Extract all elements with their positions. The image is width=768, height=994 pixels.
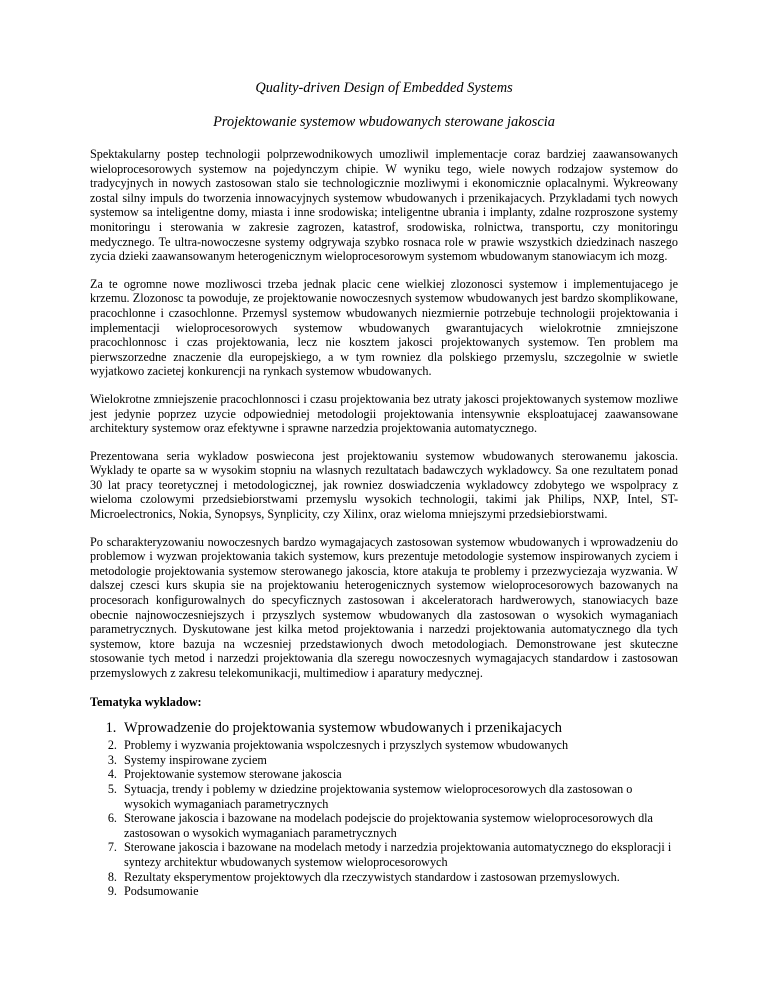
paragraph-2: Za te ogromne nowe mozliwosci trzeba jednak placic cene wielkiej zlozonosci systemow i implementujacego je krzemu. Zlozonosc ta powoduje, ze projektowanie nowoczesnych systemow wbudowanych jest bardzo skomplikowane, pracochlonne i czasochlonne. Przemysl systemow wbudowanych niezmiernie potrzebuje technologii projektowania i implementacji wieloprocesorowych systemow wbudowanych gwarantujacych wielokrotnie zmniejszone pracochlonnosc i czas projektowania, lecz nie kosztem jakosci projektowanych systemow. Ten problem ma pierwszorzedne znaczenie dla europejskiego, a w tym rowniez dla polskiego przemyslu, szczegolnie w swietle wyjatkowo zacietej konkurencji na rynkach systemow wbudowanych. <box>90 276 678 379</box>
document-subtitle: Projektowanie systemow wbudowanych sterowane jakoscia <box>213 114 555 130</box>
paragraph-4: Prezentowana seria wykladow poswiecona jest projektowaniu systemow wbudowanych sterowanemu jakoscia. Wyklady te oparte sa w wysokim stopniu na wlasnych rezultatach badawczych wykladowcy. Sa one rezultatem ponad 30 lat pracy teoretycznej i metodologicznej, jak rowniez doswiadczenia wykladowcy zdobytego we wspolpracy z wieloma czolowymi przedsiebiorstwami przemyslu wysokich technologii, takimi jak Philips, NXP, Intel, ST-Microelectronics, Nokia, Synopsys, Synplicity, czy Xilinx, oraz wieloma mniejszymi przedsiebiorstwami. <box>90 448 678 522</box>
topic-item: 7. Sterowane jakoscia i bazowane na modelach metody i narzedzia projektowania automatycznego do eksploracji i syntezy architektur wbudowanych systemow wieloprocesorowych <box>120 840 678 869</box>
topic-item: 5. Sytuacja, trendy i poblemy w dziedzine projektowania systemow wieloprocesorowych dla zastosowan o wysokich wymaganiach parametrycznych <box>120 782 678 811</box>
topic-item: 1. Wprowadzenie do projektowania systemow wbudowanych i przenikajacych <box>120 720 678 737</box>
paragraph-3: Wielokrotne zmniejszenie pracochlonnosci i czasu projektowania bez utraty jakosci projektowanych systemow mozliwe jest jedynie poprzez uzycie odpowiedniej metodologii projektowania intensywnie eksploatujacej zaawansowane architektury systemow oraz efektywne i sprawne narzedzia projektowania automatycznego. <box>90 391 678 436</box>
topic-item: 2. Problemy i wyzwania projektowania wspolczesnych i przyszlych systemow wbudowanych <box>120 738 678 753</box>
topic-item: 9. Podsumowanie <box>120 884 678 899</box>
topic-item: 6. Sterowane jakoscia i bazowane na modelach podejscie do projektowania systemow wieloprocesorowych dla zastosowan o wysokich wymaganiach parametrycznych <box>120 811 678 840</box>
topic-item: 4. Projektowanie systemow sterowane jakoscia <box>120 767 678 782</box>
topic-item: 8. Rezultaty eksperymentow projektowych dla rzeczywistych standardow i zastosowan przemyslowych. <box>120 870 678 885</box>
paragraph-1: Spektakularny postep technologii polprzewodnikowych umozliwil implementacje coraz bardziej zaawansowanych wieloprocesorowych systemow na pojedynczym chipie. W wyniku tego, wiele nowych rodzajow systemow do tradycyjnych in nowych zastosowan stalo sie technologicznie mozliwymi i ekonomicznie oplacalnymi. Wykreowany zostal silny impuls do tworzenia innowacyjnych systemow wbudowanych i przenikajacych. Przykladami tych nowych systemow sa inteligentne domy, miasta i inne srodowiska; inteligentne ubrania i implanty, zdalne rozproszone systemy monitoringu i sterowania w zakresie zagrozen, katastrof, srodowiska, rolnictwa, transportu, czy monitoringu medycznego. Te ultra-nowoczesne systemy odgrywaja szybko rosnaca role w prawie wszystkich dziedzinach naszego zycia dzieki zaawansowanym heterogenicznym wieloprocesorowym systemom wbudowanym stanowiacym ich mozg. <box>90 147 678 264</box>
topics-heading: Tematyka wykladow: <box>90 694 202 709</box>
topics-list <box>90 720 678 899</box>
paragraph-5: Po scharakteryzowaniu nowoczesnych bardzo wymagajacych zastosowan systemow wbudowanych i wprowadzeniu do problemow i wyzwan projektowania takich systemow, kurs prezentuje metodologie systemow inspirowanych zyciem i metodologie projektowania systemow sterowanego jakoscia, ktore atakuja te problemy i przezwyciezaja wyzwania. W dalszej czesci kurs skupia sie na projektowaniu heterogenicznych systemow wieloprocesorowych bazowanych na procesorach konfigurowalnych do specyficznych zastosowan i akceleratorach hardwerowych, stanowiacych baze obecnie najnowoczesniejszych i przyszlych systemow wbudowanych dla zastosowan o wysokich wymaganiach parametrycznych. Dyskutowane jest kilka metod projektowania i narzedzi projektowania automatycznego dla tych systemow, ktore bazuja na wczesniej przedstawionych dwoch metodologiach. Demonstrowane jest skuteczne stosowanie tych metod i narzedzi projektowania dla szeregu nowoczesnych wymagajacych standardow i zastosowan przemyslowych z zakresu telekomunikacji, multimediow i aparatury medycznej. <box>90 534 678 680</box>
topic-item: 3. Systemy inspirowane zyciem <box>120 753 678 768</box>
document-title: Quality-driven Design of Embedded Systems <box>255 80 513 96</box>
